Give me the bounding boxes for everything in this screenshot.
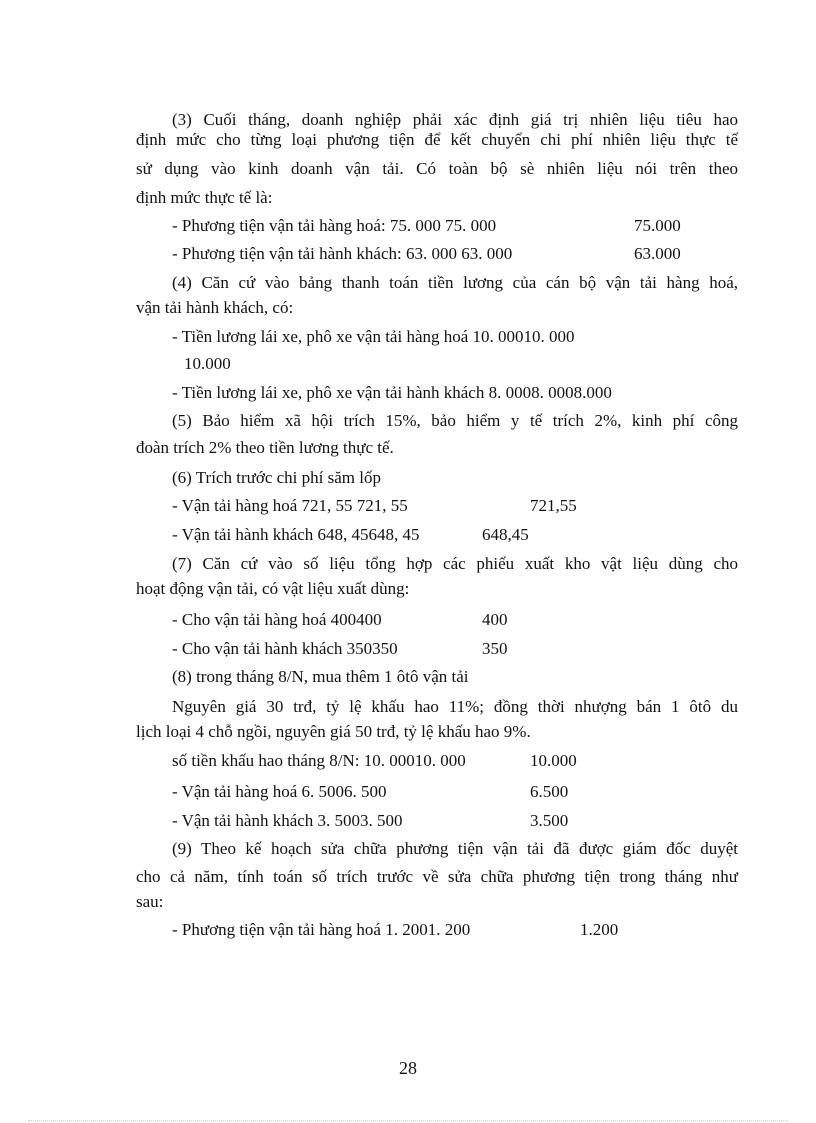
para-6-item-2-value: 648,45 — [482, 525, 529, 544]
para-8-item-1: - Vận tải hàng hoá 6. 5006. 500 — [172, 782, 387, 801]
para-9-line-1: (9) Theo kế hoạch sửa chữa phương tiện vận tải đã được giám đốc duyệt — [172, 839, 738, 858]
para-9-item-1: - Phương tiện vận tải hàng hoá 1. 2001. 200 — [172, 920, 471, 939]
para-8-line-2: Nguyên giá 30 trđ, tỷ lệ khấu hao 11%; đồng thời nhượng bán 1 ôtô du — [172, 697, 738, 716]
para-9-line-3: sau: — [136, 892, 164, 911]
para-4-line-1: (4) Căn cứ vào bảng thanh toán tiền lương của cán bộ vận tải hàng hoá, — [172, 273, 738, 292]
para-7-item-2: - Cho vận tải hành khách 350350 — [172, 639, 398, 658]
para-6-item-1-value: 721,55 — [530, 496, 577, 515]
para-9-item-1-value: 1.200 — [580, 920, 619, 939]
para-4-line-2: vận tải hành khách, có: — [136, 298, 294, 317]
para-3-item-1-value: 75.000 — [634, 216, 681, 235]
page-bottom-divider — [28, 1120, 788, 1121]
para-7-item-1: - Cho vận tải hàng hoá 400400 — [172, 610, 382, 629]
para-7-line-1: (7) Căn cứ vào số liệu tổng hợp các phiếu xuất kho vật liệu dùng cho — [172, 554, 738, 573]
para-3-item-1: - Phương tiện vận tải hàng hoá: 75. 000 75. 000 — [172, 216, 497, 235]
para-8-item-1-value: 6.500 — [530, 782, 569, 801]
para-3-line-3: sử dụng vào kinh doanh vận tải. Có toàn bộ sè nhiên liệu nói trên theo — [136, 159, 738, 178]
para-5-line-2: đoàn trích 2% theo tiền lương thực tế. — [136, 438, 394, 457]
para-8-item-2: - Vận tải hành khách 3. 5003. 500 — [172, 811, 403, 830]
para-4-item-1: - Tiền lương lái xe, phô xe vận tải hàng hoá 10. 00010. 000 — [172, 327, 575, 346]
para-7-line-2: hoạt động vận tải, có vật liệu xuất dùng: — [136, 579, 410, 598]
para-6-line-1: (6) Trích trước chi phí săm lốp — [172, 468, 381, 487]
para-3-item-2: - Phương tiện vận tải hành khách: 63. 000 63. 000 — [172, 244, 513, 263]
para-7-item-2-value: 350 — [482, 639, 508, 658]
page-number: 28 — [399, 1058, 417, 1078]
para-6-item-2: - Vận tải hành khách 648, 45648, 45 — [172, 525, 420, 544]
para-8-line-3: lịch loại 4 chỗ ngồi, nguyên giá 50 trđ, tỷ lệ khấu hao 9%. — [136, 722, 531, 741]
para-3-line-1: (3) Cuối tháng, doanh nghiệp phải xác định giá trị nhiên liệu tiêu hao — [172, 110, 738, 129]
para-3-line-2: định mức cho từng loại phương tiện để kết chuyển chi phí nhiên liệu thực tế — [136, 130, 738, 149]
para-8-line-1: (8) trong tháng 8/N, mua thêm 1 ôtô vận tải — [172, 667, 469, 686]
para-5-line-1: (5) Bảo hiểm xã hội trích 15%, bảo hiểm y tế trích 2%, kinh phí công — [172, 411, 738, 430]
para-3-item-2-value: 63.000 — [634, 244, 681, 263]
para-8-item-2-value: 3.500 — [530, 811, 569, 830]
para-3-line-4: định mức thực tế là: — [136, 188, 273, 207]
para-4-item-2: - Tiền lương lái xe, phô xe vận tải hành khách 8. 0008. 0008.000 — [172, 383, 612, 402]
para-8-line-4: số tiền khấu hao tháng 8/N: 10. 00010. 000 — [172, 751, 466, 770]
para-9-line-2: cho cả năm, tính toán số trích trước về sửa chữa phương tiện trong tháng như — [136, 867, 738, 886]
para-4-item-1-value: 10.000 — [184, 354, 231, 373]
para-8-line-4-value: 10.000 — [530, 751, 577, 770]
para-6-item-1: - Vận tải hàng hoá 721, 55 721, 55 — [172, 496, 408, 515]
para-7-item-1-value: 400 — [482, 610, 508, 629]
